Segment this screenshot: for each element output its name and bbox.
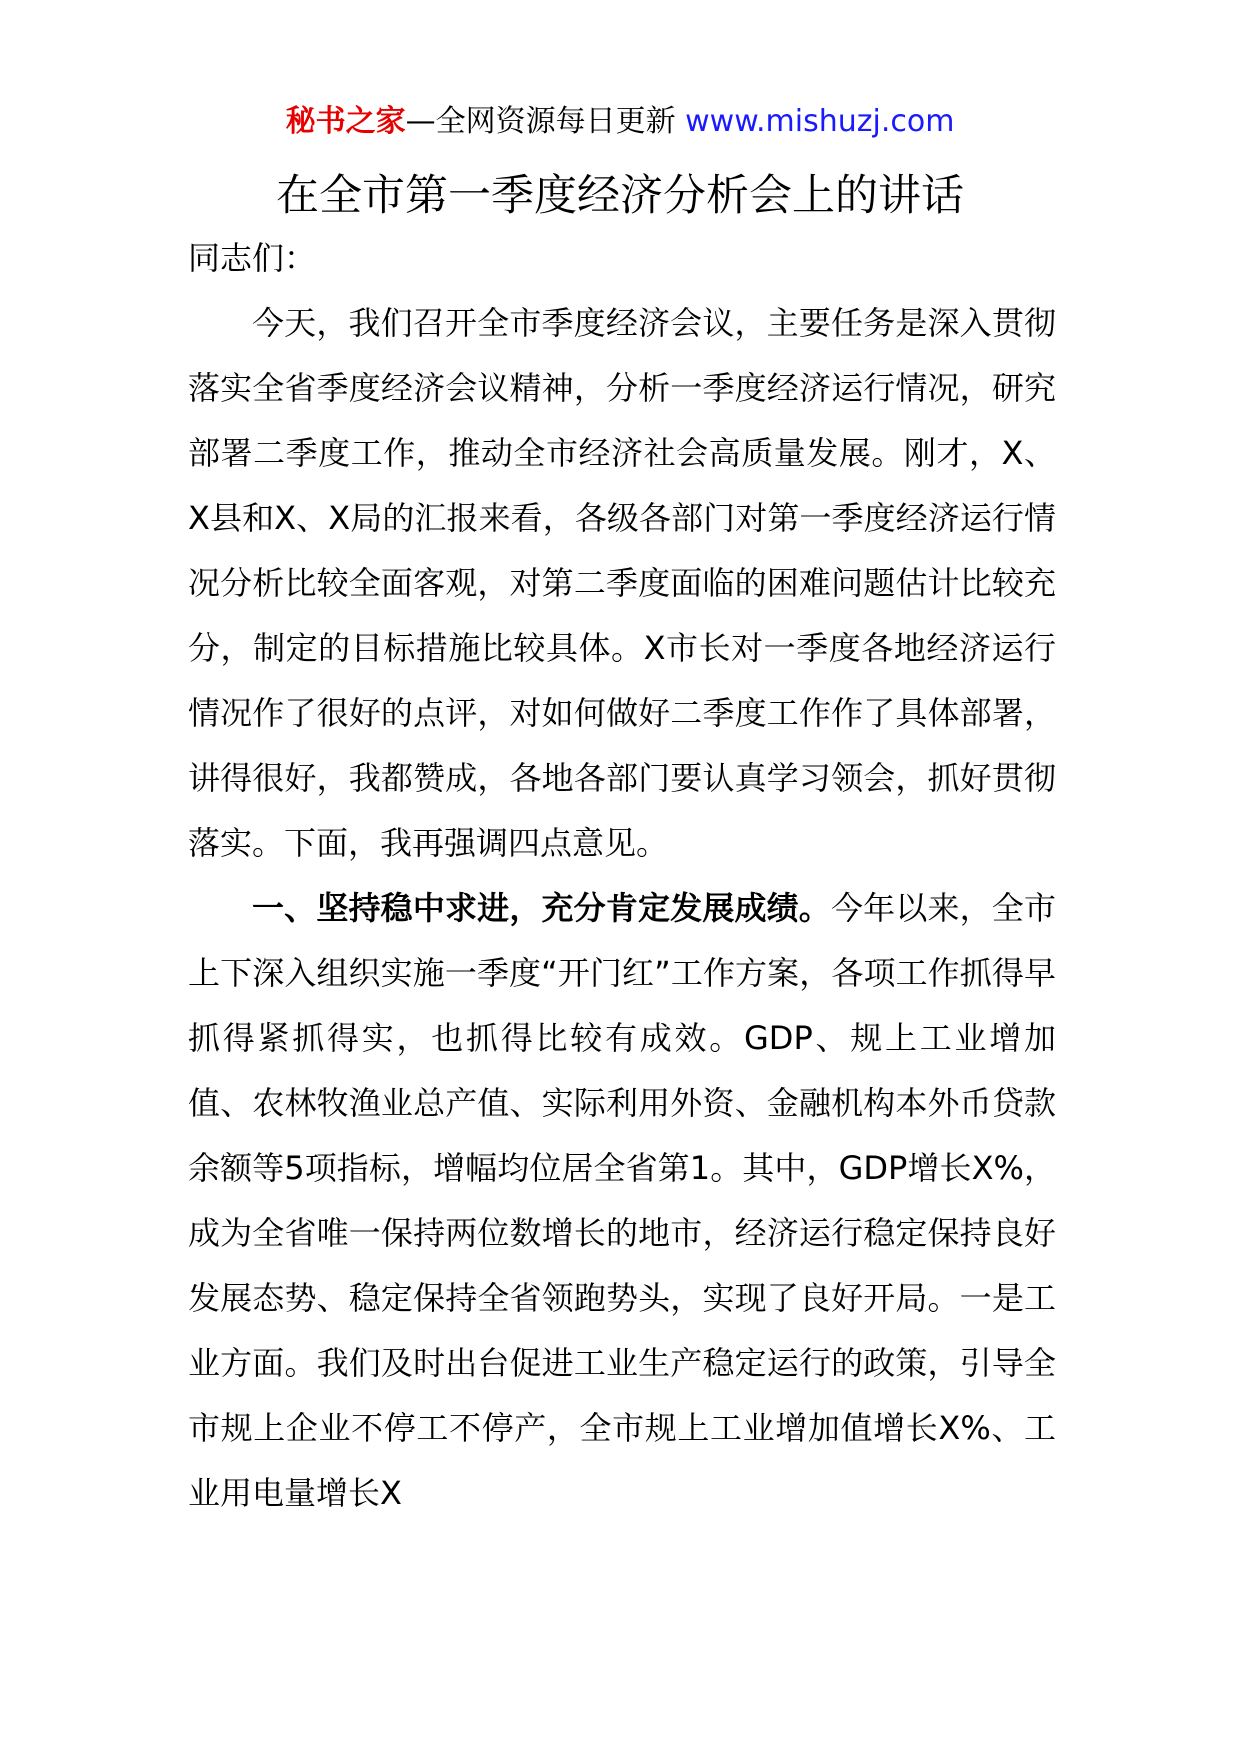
paragraph-text: 今年以来，全市上下深入组织实施一季度“开门红”工作方案，各项工作抓得早抓得紧抓得实，也抓得比较有成效。GDP、规上工业增加值、农林牧渔业总产值、实际利用外资、金融机构本外币贷款余额等5项指标，增幅均位居全省第1。其中，GDP增长X%，成为全省唯一保持两位数增长的地市，经济运行稳定保持良好发展态势、稳定保持全省领跑势头，实现了良好开局。一是工业方面。我们及时出台促进工业生产稳定运行的政策，引导全市规上企业不停工不停产，全市规上工业增加值增长X%、工业用电量增长X	[188, 889, 1056, 1512]
paragraph-section-one	[188, 876, 1056, 1526]
document-body	[188, 226, 1056, 1526]
paragraph-text: 今天，我们召开全市季度经济会议，主要任务是深入贯彻落实全省季度经济会议精神，分析一季度经济运行情况，研究部署二季度工作，推动全市经济社会高质量发展。刚才，X、X县和X、X局的汇报来看，各级各部门对第一季度经济运行情况分析比较全面客观，对第二季度面临的困难问题估计比较充分，制定的目标措施比较具体。X市长对一季度各地经济运行情况作了很好的点评，对如何做好二季度工作作了具体部署，讲得很好，我都赞成，各地各部门要认真学习领会，抓好贯彻落实。下面，我再强调四点意见。	[188, 304, 1056, 862]
site-url-link[interactable]: www.mishuzj.com	[685, 104, 955, 139]
paragraph-intro	[188, 291, 1056, 876]
site-slogan: —全网资源每日更新	[405, 104, 686, 139]
section-heading: 一、坚持稳中求进，充分肯定发展成绩。	[252, 889, 831, 927]
greeting: 同志们：	[188, 239, 317, 277]
site-brand: 秘书之家	[285, 104, 406, 139]
site-header	[0, 100, 1240, 144]
document-title: 在全市第一季度经济分析会上的讲话	[276, 171, 964, 221]
